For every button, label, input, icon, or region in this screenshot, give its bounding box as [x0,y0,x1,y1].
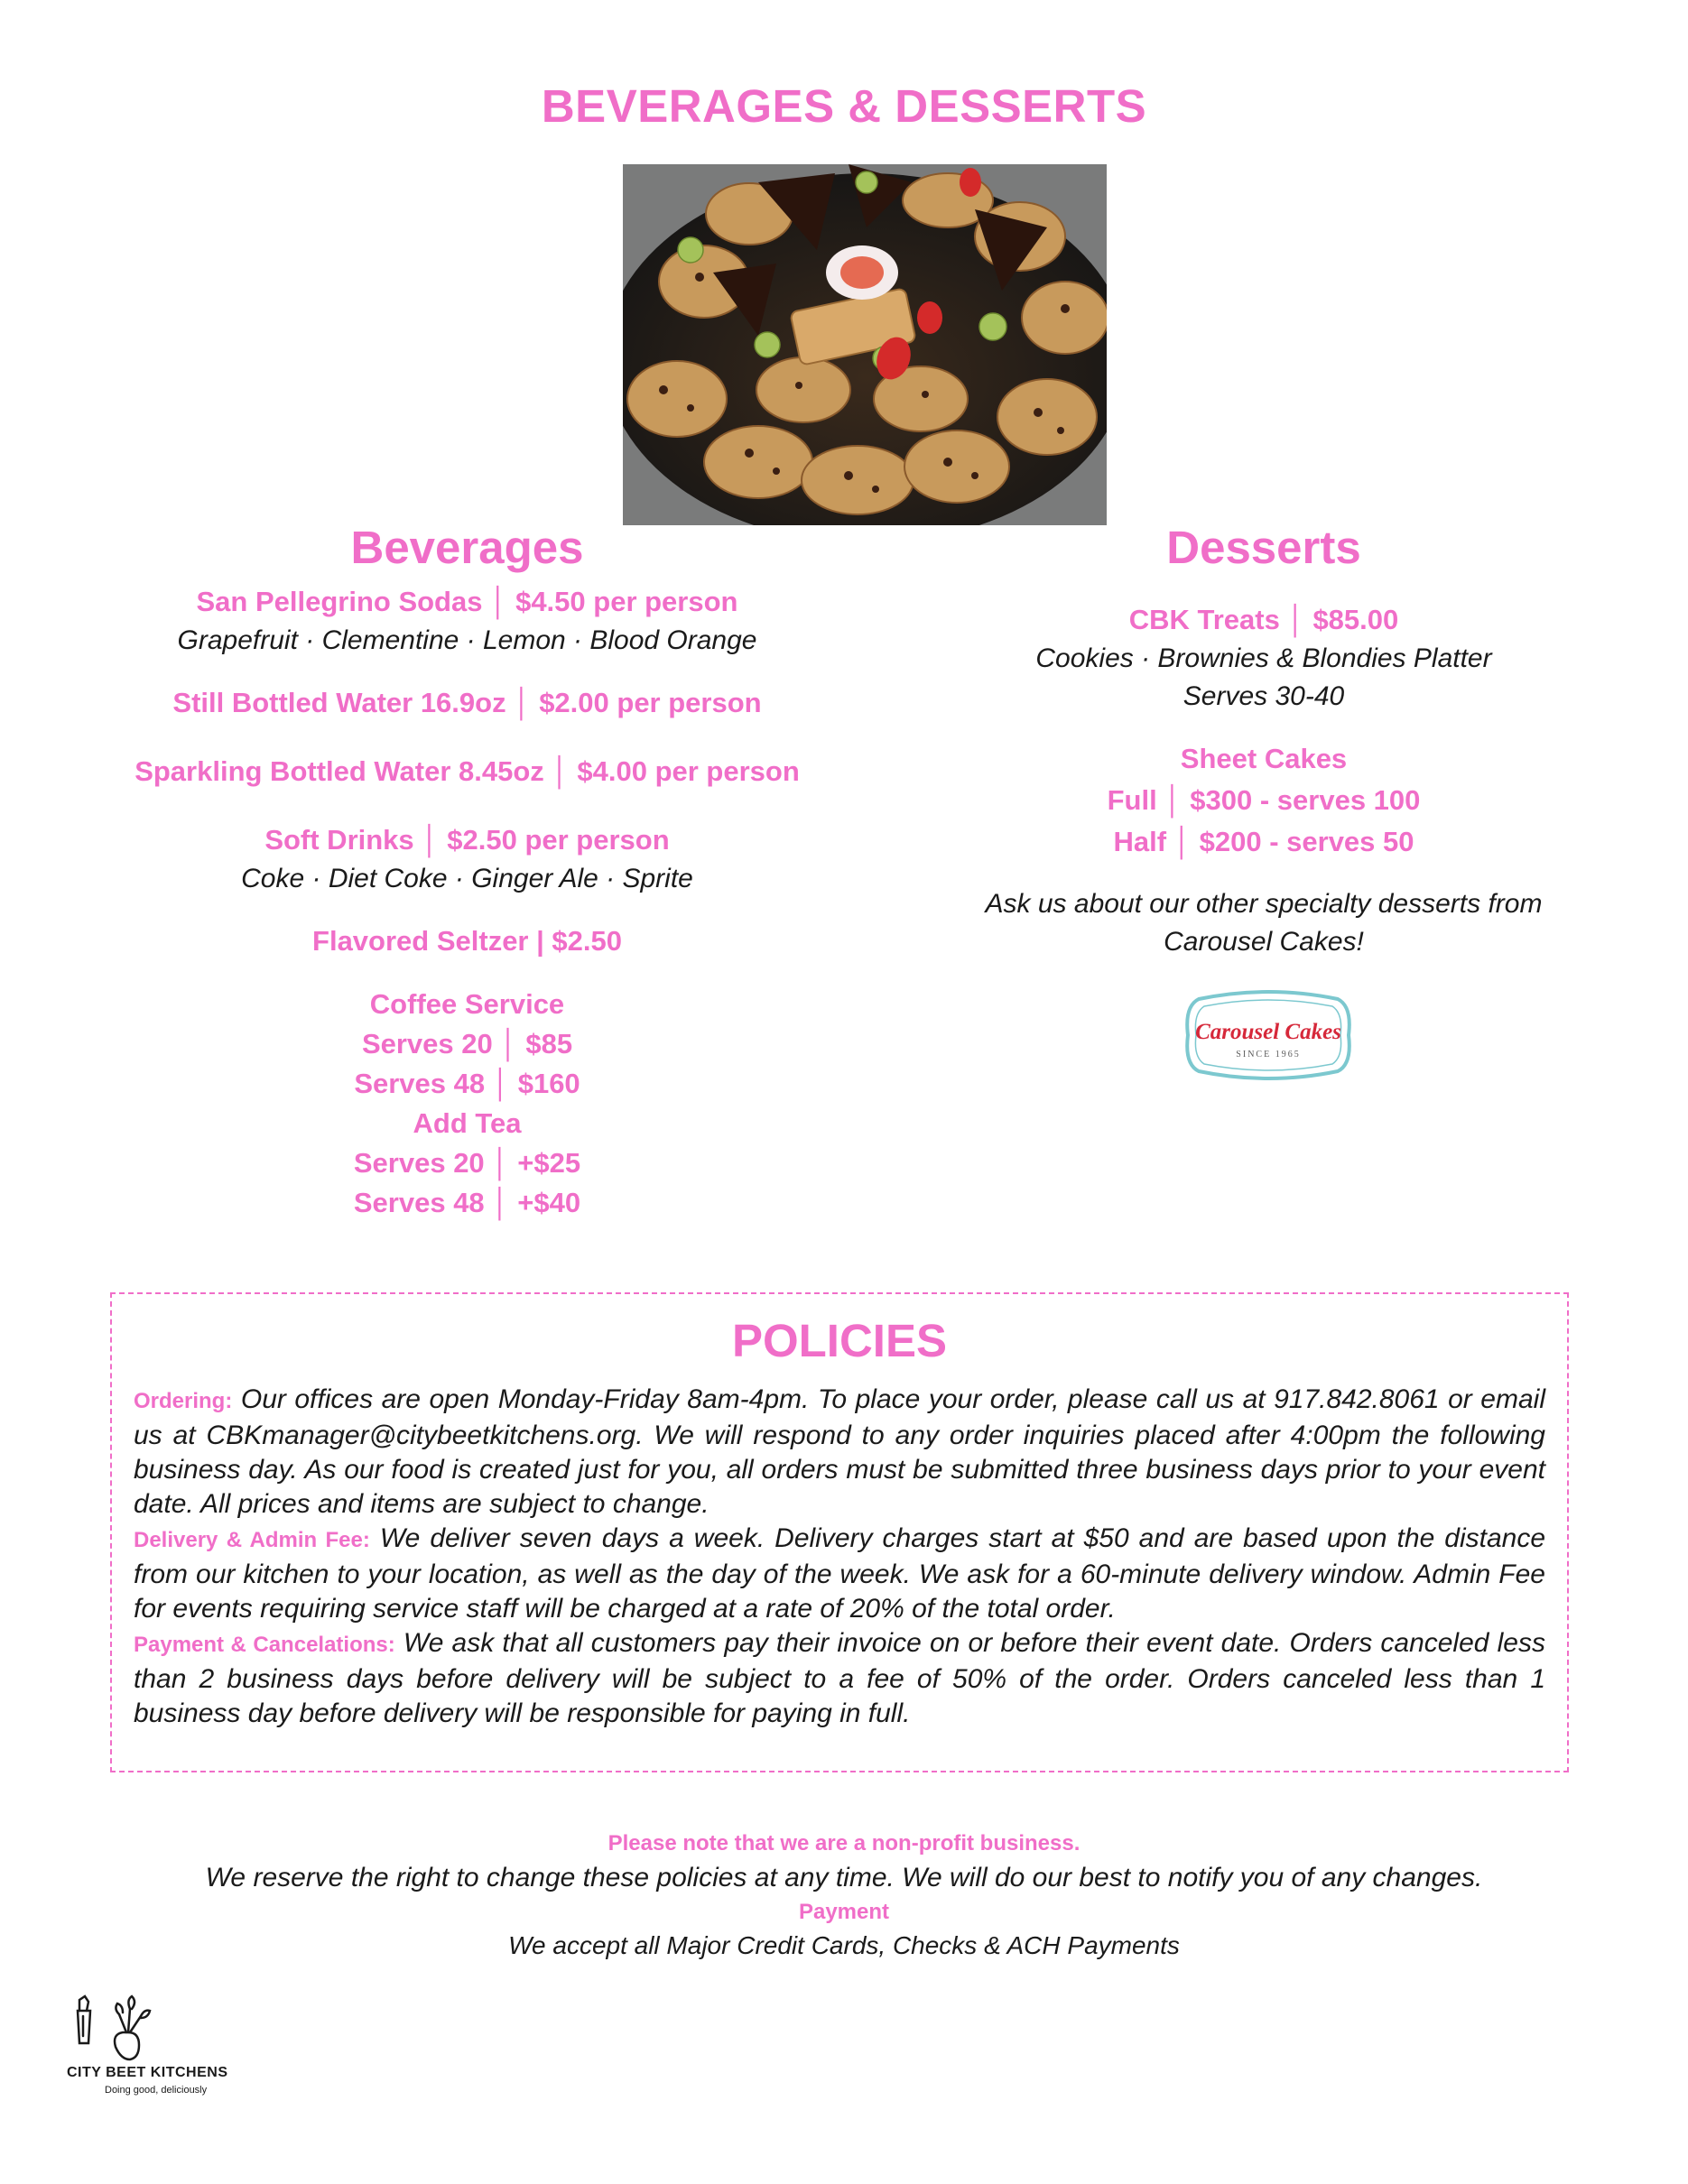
desserts-section [903,519,1625,961]
carousel-logo-since: SINCE 1965 [1236,1050,1301,1060]
cbk-treats-desc: Cookies · Brownies & Blondies Platter [1035,643,1492,673]
carousel-cakes-logo [1181,988,1356,1082]
sheet-cake-half: Half │ $200 - serves 50 [1113,826,1414,857]
carousel-logo-name: Carousel Cakes [1195,1020,1341,1044]
coffee-service-title: Coffee Service [369,988,565,1020]
reserve-right-note: We reserve the right to change these policies at any time. We will do our best to notify you of any changes. [205,1863,1483,1892]
policies-box [110,1292,1569,1772]
still-water-title: Still Bottled Water 16.9oz │ $2.00 per person [172,687,762,718]
nonprofit-note: Please note that we are a non-profit business. [607,1831,1081,1855]
specialty-desserts-note-2: Carousel Cakes! [1164,927,1364,957]
dessert-platter-photo [623,164,1107,525]
policies-body [134,1383,1545,1731]
san-pellegrino-title: San Pellegrino Sodas │ $4.50 per person [196,586,738,617]
payment-cancel-label: Payment & Cancelations: [134,1633,395,1657]
sparkling-water-title: Sparkling Bottled Water 8.45oz │ $4.00 per person [134,755,800,787]
policies-heading: POLICIES [731,1315,948,1366]
coffee-line: Serves 20 │ $85 [361,1028,573,1060]
delivery-text: We deliver seven days a week. Delivery charges start at $50 and are based upon the distance from our kitchen to your location, as well as the day of the week. We ask for a 60-minute delivery window. Admin Fee for events requiring service staff will be charged at a rate of 20% of the total order. [134,1523,1545,1624]
cbk-logo-name: CITY BEET KITCHENS [67,2065,228,2080]
add-tea-title: Add Tea [413,1107,522,1139]
tea-line: Serves 20 │ +$25 [353,1147,581,1179]
beverages-heading: Beverages [350,522,584,573]
flavored-seltzer-title: Flavored Seltzer | $2.50 [312,925,622,957]
delivery-label: Delivery & Admin Fee: [134,1528,370,1552]
beverages-section [81,519,853,1223]
payment-cancel-text: We ask that all customers pay their invoice on or before their event date. Orders canceled less than 2 business days before delivery will be subject to a fee of 50% of the order. Orders canceled less than 1 business day before delivery will be responsible for paying in full. [134,1628,1545,1728]
cbk-treats-serves: Serves 30-40 [1183,681,1345,711]
page-title: BEVERAGES & DESSERTS [541,80,1147,132]
coffee-line: Serves 48 │ $160 [354,1068,580,1099]
tea-line: Serves 48 │ +$40 [353,1187,581,1218]
san-pellegrino-flavors: Grapefruit · Clementine · Lemon · Blood Orange [177,625,757,655]
payment-methods: We accept all Major Credit Cards, Checks & ACH Payments [508,1931,1180,1959]
soft-drinks-title: Soft Drinks │ $2.50 per person [264,824,670,856]
ordering-label: Ordering: [134,1389,233,1413]
ordering-text: Our offices are open Monday-Friday 8am-4pm. To place your order, please call us at 917.842.8061 or email us at CBKmanager@citybeetkitchens.org. We will respond to any order inquiries placed after 4:00pm the following business day. As our food is created just for you, all orders must be submitted three business days prior to your event date. All prices and items are subject to change. [134,1384,1545,1519]
payment-heading: Payment [798,1900,890,1924]
footer-notes [0,1828,1688,1963]
sheet-cakes-title: Sheet Cakes [1180,743,1348,774]
desserts-heading: Desserts [1166,522,1361,573]
sheet-cake-full: Full │ $300 - serves 100 [1107,784,1421,816]
soft-drinks-options: Coke · Diet Coke · Ginger Ale · Sprite [241,864,693,893]
cbk-treats-title: CBK Treats │ $85.00 [1128,604,1399,635]
cbk-logo-tagline: Doing good, deliciously [105,2085,208,2096]
specialty-desserts-note: Ask us about our other specialty desserts from [985,889,1543,919]
